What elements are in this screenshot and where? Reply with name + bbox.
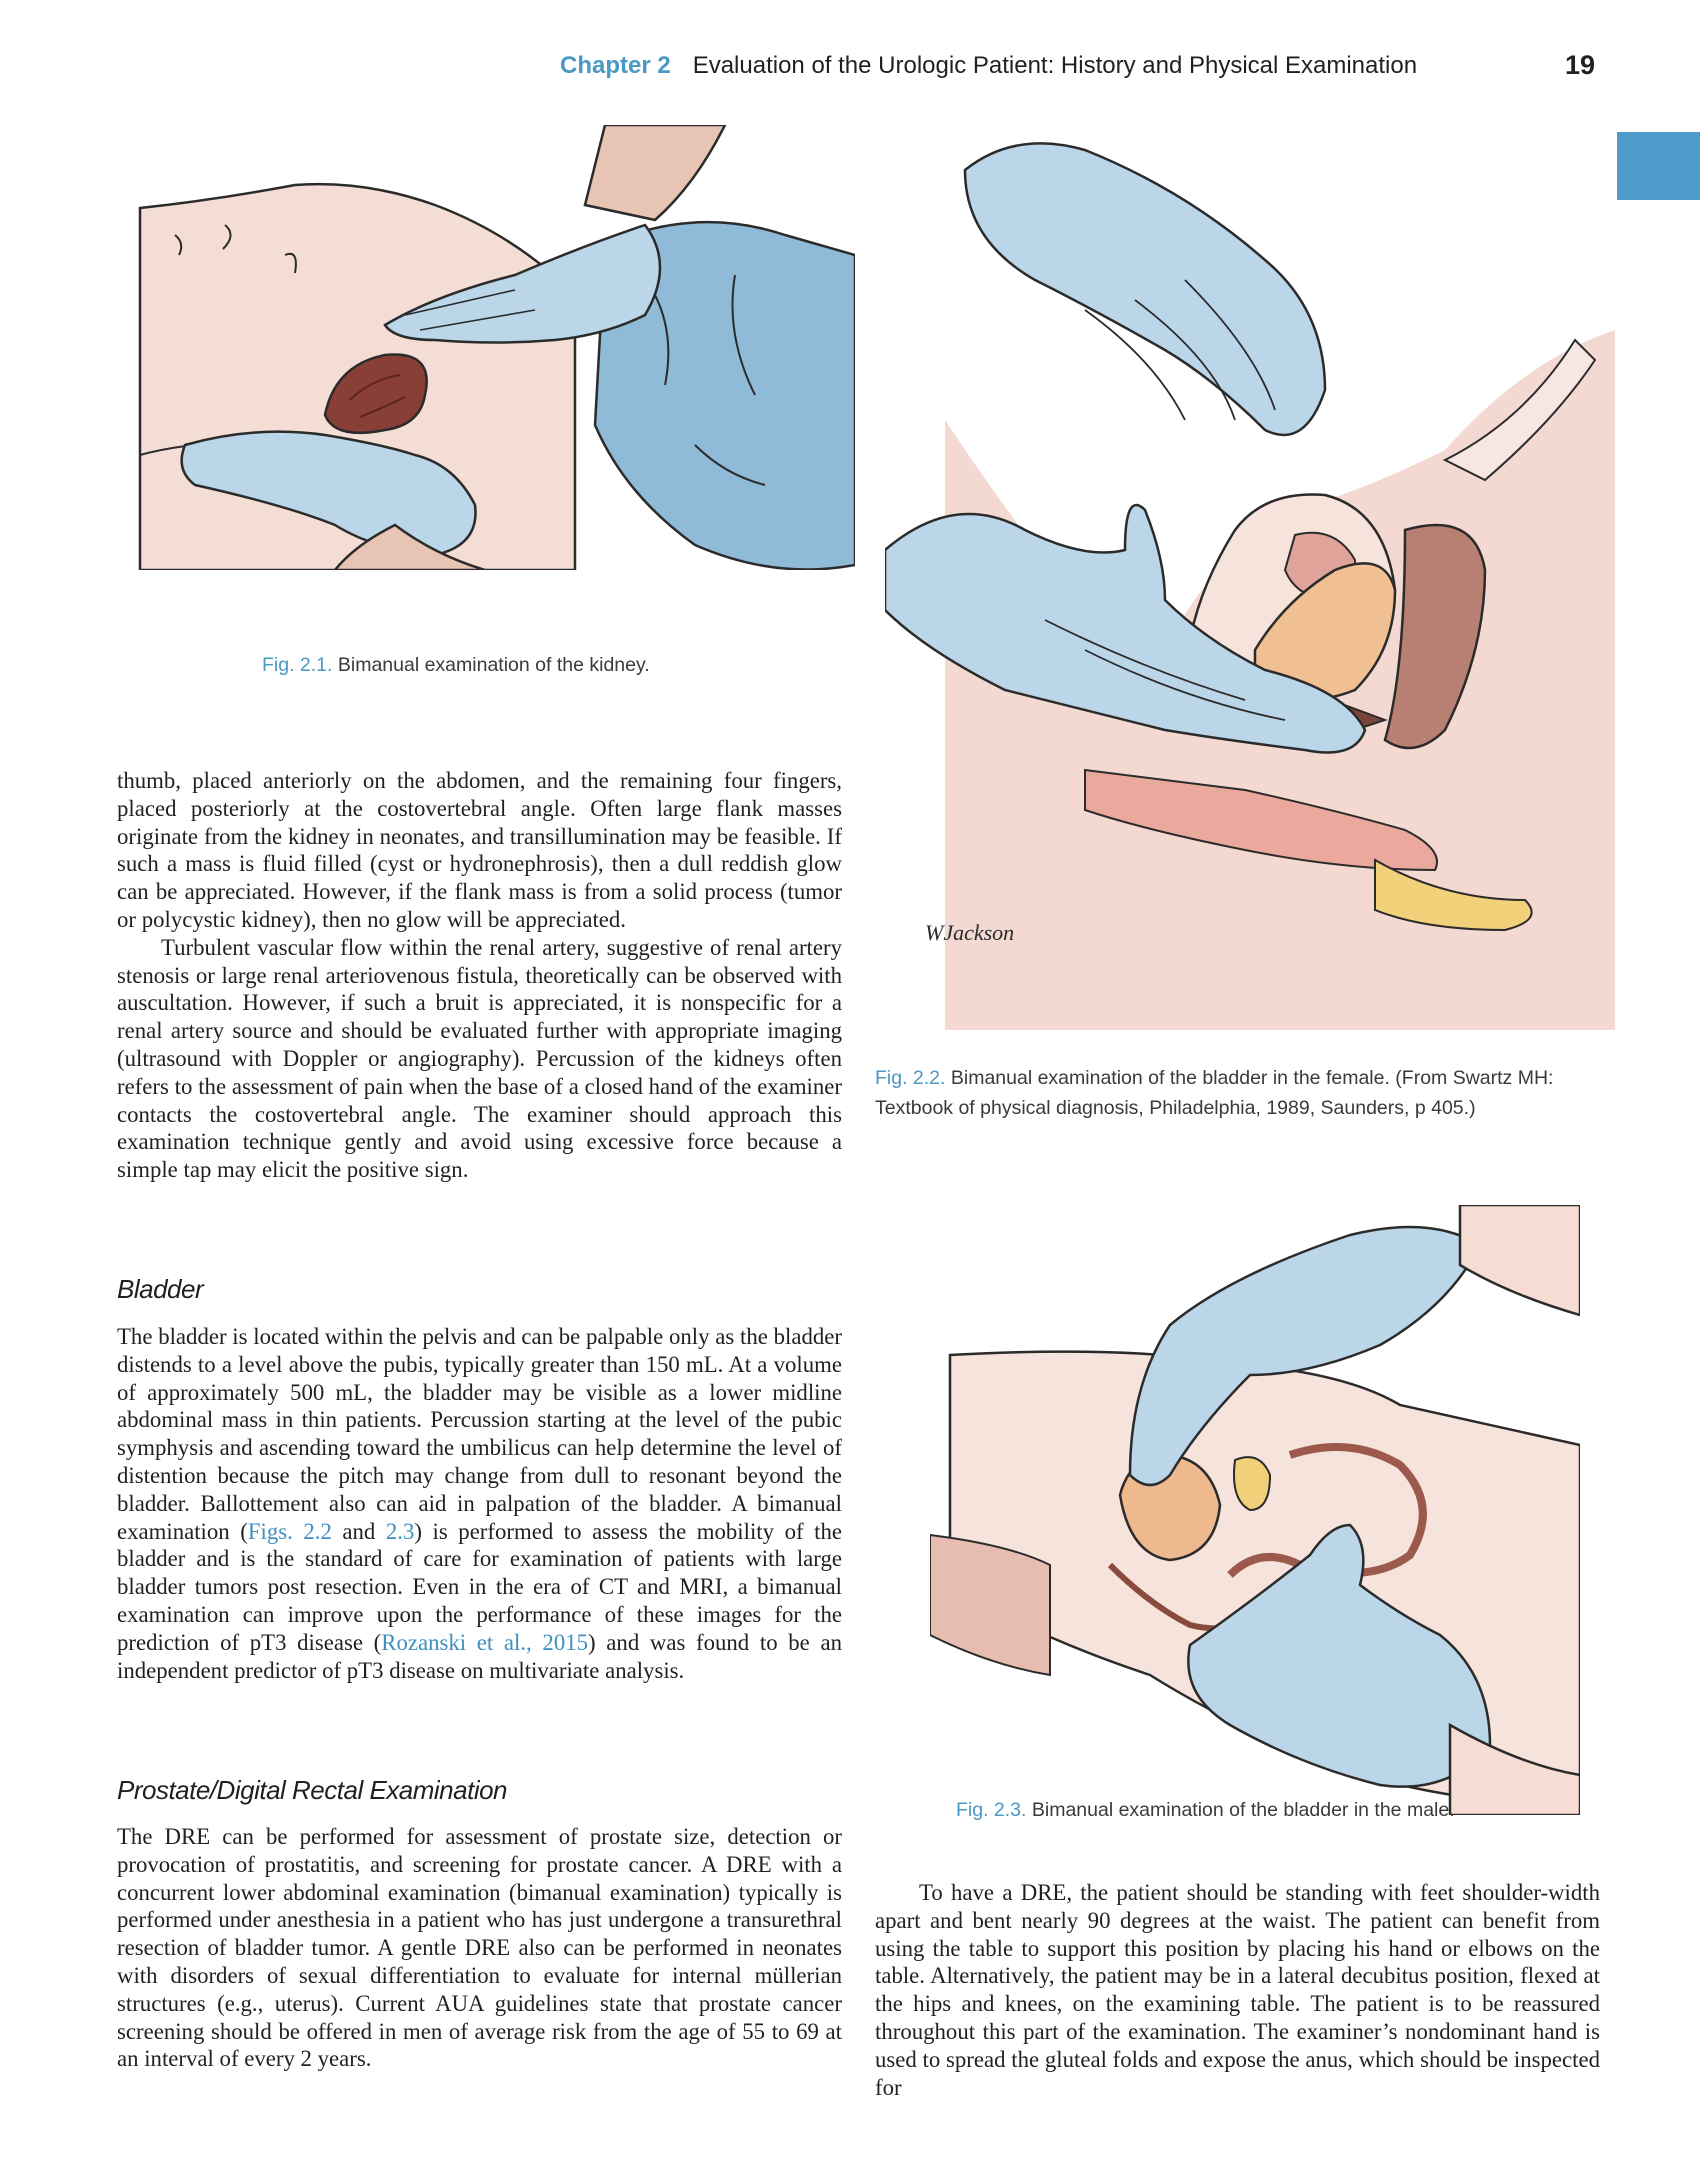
- heading-bladder: Bladder: [117, 1274, 204, 1304]
- paragraph-prostate: The DRE can be performed for assessment of prostate size, detection or provocation of prostatitis, and screening for prostate cancer. A DRE with a concurrent lower abdominal examination (bimanual examination) typically is performed under anesthesia in a patient who has just undergone a transurethral resection of bladder tumor. A gentle DRE also can be performed in neonates with disorders of sexual differentiation to evaluate for internal müllerian structures (e.g., uterus). Current AUA guidelines state that prostate cancer screening should be offered in men of average risk from the age of 55 to 69 at an interval of every 2 years.: [117, 1824, 842, 2072]
- figure-2-3-text: Bimanual examination of the bladder in the male.: [1031, 1799, 1455, 1821]
- heading-prostate-dre: Prostate/Digital Rectal Examination: [117, 1775, 508, 1805]
- left-column-top: [117, 767, 842, 1184]
- figure-2-2-illustration: [885, 130, 1615, 1030]
- left-column-prostate: [117, 1823, 842, 2073]
- left-column-bladder: [117, 1323, 842, 1684]
- figure-2-3-caption: [956, 1795, 1596, 1825]
- artist-signature: WJackson: [925, 920, 1015, 945]
- figure-2-2-caption: [875, 1063, 1605, 1123]
- paragraph-bladder: [117, 1323, 842, 1684]
- page-number: 19: [1565, 50, 1596, 80]
- figure-2-3-label: Fig. 2.3.: [956, 1799, 1027, 1821]
- chapter-thumb-tab: [1617, 132, 1700, 200]
- paragraph-kidney-palpation: thumb, placed anteriorly on the abdomen, and the remaining four fingers, placed posteriorly at the costovertebral angle. Often large flank masses originate from the kidney in neonates, and transillumination may be feasible. If such a mass is fluid filled (cyst or hydronephrosis), then a dull reddish glow can be appreciated. However, if the flank mass is from a solid process (tumor or polycystic kidney), then no glow will be appreciated.: [117, 768, 842, 932]
- rozanski-citation-link[interactable]: Rozanski et al., 2015: [381, 1629, 589, 1655]
- figs-2-2-link[interactable]: Figs. 2.2: [247, 1518, 332, 1544]
- bladder-and: and: [331, 1518, 386, 1544]
- figure-2-1-text: Bimanual examination of the kidney.: [337, 654, 650, 676]
- figure-2-2-text: Bimanual examination of the bladder in the female. (From Swartz MH: Textbook of physical diagnosis, Philadelphia, 1989, Saunders, p 405.): [875, 1067, 1554, 1119]
- bladder-text-b: ) is performed to assess the mobility of the bladder and is the standard of care for examination of patients with large bladder tumors post resection. Even in the era of CT and MRI, a bimanual examination can improve upon the performance of these images for the prediction of pT3 disease (: [117, 1518, 842, 1655]
- figure-2-3-illustration: [930, 1205, 1580, 1815]
- paragraph-dre-positioning: To have a DRE, the patient should be standing with feet shoulder-width apart and bent nearly 90 degrees at the waist. The patient can benefit from using the table to support this position by placing his hand or elbows on the table. Alternatively, the patient may be in a lateral decubitus position, flexed at the hips and knees, on the examining table. The patient is to be reassured throughout this part of the examination. The examiner’s nondominant hand is used to spread the gluteal folds and expose the anus, which should be inspected for: [875, 1880, 1600, 2100]
- figure-2-1-illustration: [135, 125, 855, 570]
- figure-2-1-caption: [262, 650, 822, 680]
- figure-2-1-label: Fig. 2.1.: [262, 654, 333, 676]
- fig-2-3-link[interactable]: 2.3: [385, 1518, 415, 1544]
- figure-2-2-label: Fig. 2.2.: [875, 1067, 946, 1089]
- bladder-text-a: The bladder is located within the pelvis and can be palpable only as the bladder distends to a level above the pubis, typically greater than 150 mL. At a volume of approximately 500 mL, the bladder may be visible as a lower midline abdominal mass in thin patients. Percussion starting at the level of the pubic symphysis and ascending toward the umbilicus can help determine the level of distention because the pitch may change from dull to resonant beyond the bladder. Ballottement also can aid in palpation of the bladder. A bimanual examination (: [117, 1324, 842, 1544]
- paragraph-renal-bruit: Turbulent vascular flow within the renal artery, suggestive of renal artery stenosis or large renal arteriovenous fistula, theoretically can be observed with auscultation. However, if such a bruit is appreciated, it is nonspecific for a renal artery source and should be evaluated further with appropriate imaging (ultrasound with Doppler or angiography). Percussion of the kidneys often refers to the assessment of pain when the base of a closed hand of the examiner contacts the costovertebral angle. The examiner should approach this examination technique gently and avoid using excessive force because a simple tap may elicit the positive sign.: [117, 934, 842, 1183]
- running-head: [560, 52, 1580, 80]
- chapter-label: Chapter 2: [560, 52, 671, 79]
- right-column-bottom: [875, 1879, 1600, 2101]
- chapter-title: Evaluation of the Urologic Patient: History and Physical Examination: [692, 52, 1418, 79]
- bladder-text-c: ) and was found to be an independent predictor of pT3 disease on multivariate analysis.: [117, 1629, 842, 1683]
